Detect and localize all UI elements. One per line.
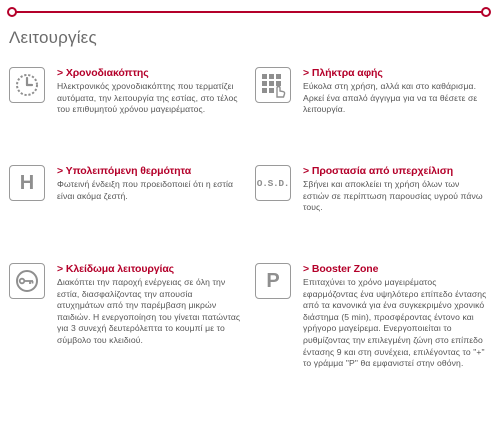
feature-title: > Κλείδωμα λειτουργίας [57,263,175,275]
feature-title: > Πλήκτρα αφής [303,67,383,79]
overflow-protection-icon [255,165,291,201]
feature-title: > Χρονοδιακόπτης [57,67,149,79]
timer-icon [9,67,45,103]
feature-description: Σβήνει και αποκλείει τη χρήση όλων των εστιών σε περίπτωση παρουσίας υγρού πάνω τους. [303,179,483,213]
booster-zone-icon [255,263,291,299]
residual-heat-letter: H [19,172,35,194]
feature-description: Διακόπτει την παροχή ενέργειας σε όλη την εστία, διασφαλίζοντας την απουσία ατυχημάτων από την παρέμβαση μικρών παιδιών. Η ενεργοποίηση του γίνεται πατώντας για 3 συνεχή δευτερόλεπτα το κουμπί με το σύμβολο του κλειδιού. [57,277,241,345]
feature-description: Επιταχύνει το χρόνο μαγειρέματος εφαρμόζοντας ένα υψηλότερο επίπεδο έντασης από τα κανονικά για ένα συγκεκριμένο χρονικό διάστημα (5 min), προσφέροντας έντονο και γρήγορο μαγείρεμα. Ενεργοποιείται το ρυθμίζοντας την επιλεγμένη ζώνη στο επίπεδο έντασης 9 και στη συνέχεια, επιλέγοντας το "+" το γράμμα "P" θα εμφανιστεί στην οθόνη. [303,277,487,369]
feature-description: Ηλεκτρονικός χρονοδιακόπτης που τερματίζει αυτόματα, την λειτουργία της εστίας, στο τέλος του επιθυμητού χρόνου μαγειρέματος. [57,81,238,115]
touch-keys-icon [255,67,291,103]
divider-dot-left [7,7,17,17]
booster-letter: P [266,270,280,292]
child-lock-icon [9,263,45,299]
feature-title: > Booster Zone [303,263,379,275]
residual-heat-icon [9,165,45,201]
feature-description: Εύκολα στη χρήση, αλλά και στο καθάρισμα. Αρκεί ένα απαλό άγγιγμα για να τα θέσετε σε λειτουργία. [303,81,478,115]
divider-dot-right [481,7,491,17]
feature-title: > Υπολειπόμενη θερμότητα [57,165,192,177]
top-divider-bar [12,11,486,13]
section-title: Λειτουργίες [9,28,97,47]
osd-label: O.S.D. [256,177,290,189]
feature-title: > Προστασία από υπερχείλιση [303,165,454,177]
feature-description: Φωτεινή ένδειξη που προειδοποιεί ότι η εστία είναι ακόμα ζεστή. [57,179,234,201]
